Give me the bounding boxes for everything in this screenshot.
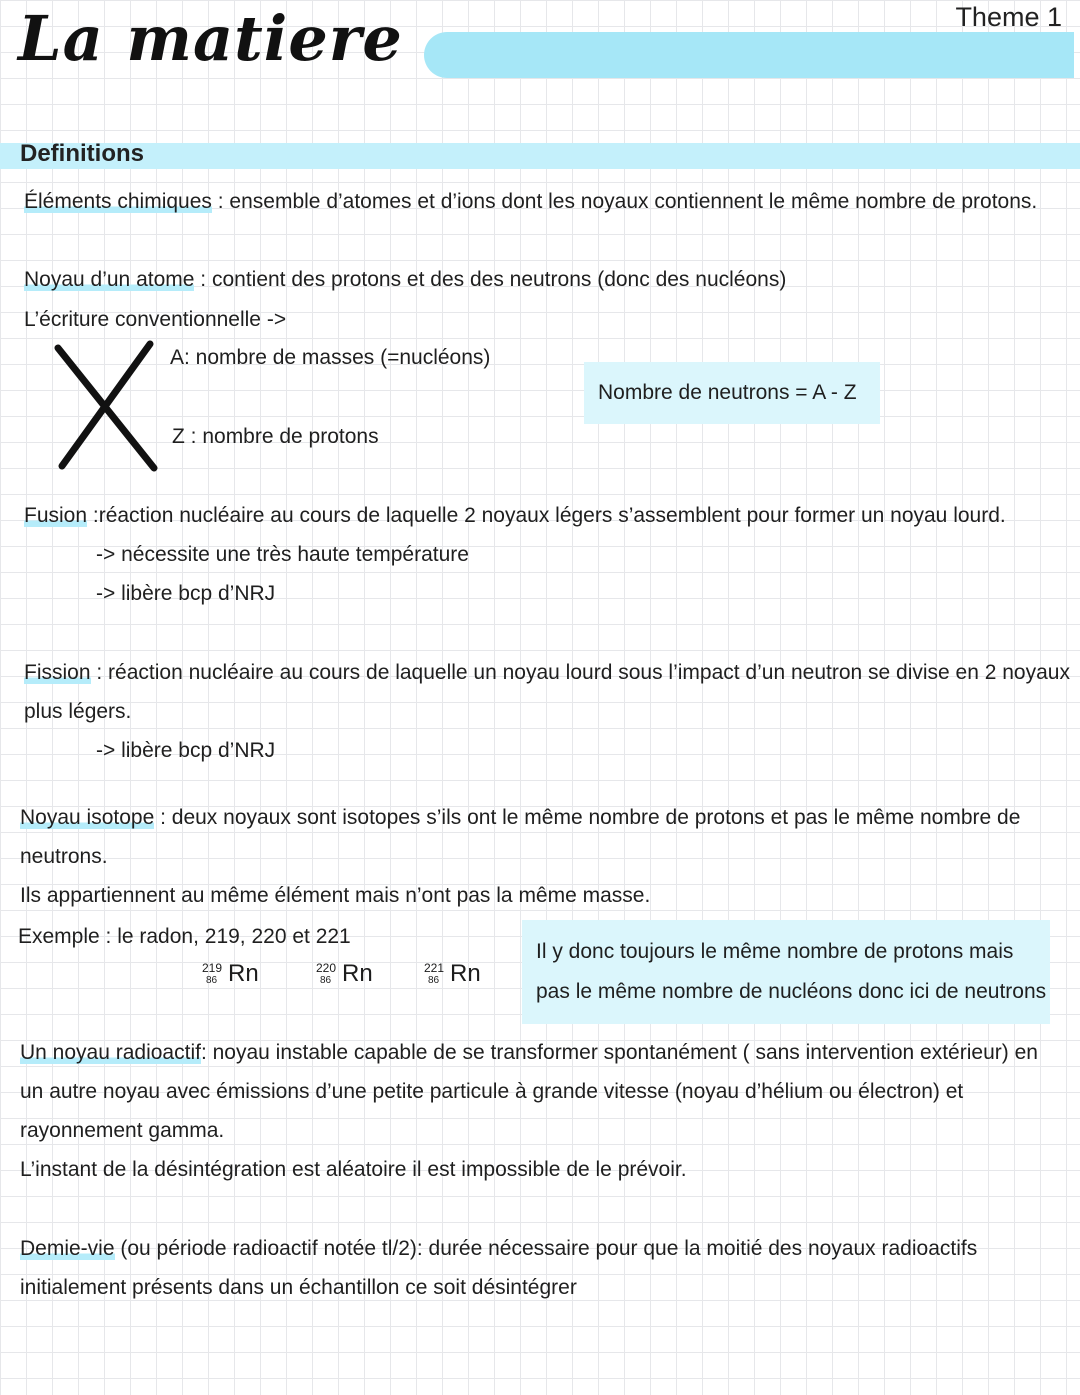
mass-number: 219 (202, 961, 223, 975)
page-title: La matiere (18, 2, 403, 75)
definition-radioactif-line-3: rayonnement gamma. (20, 1119, 225, 1142)
term-fission: Fission (24, 661, 91, 684)
definition-radioactif (20, 1039, 1038, 1067)
isotope-example: Exemple : le radon, 219, 220 et 221 (18, 925, 351, 948)
mass-number: 220 (316, 961, 337, 975)
isotope-note-line-1: Il y donc toujours le même nombre de protons mais (536, 940, 1014, 963)
definition-isotope-text: : deux noyaux sont isotopes s’ils ont le même nombre de protons et pas le même nombre de (154, 806, 1021, 829)
definition-noyau (24, 266, 786, 294)
definition-demievie-line-2: initialement présents dans un échantillon ce soit désintégrer (20, 1276, 577, 1299)
z-label: Z : nombre de protons (172, 425, 379, 448)
definition-fusion (24, 502, 1006, 530)
section-highlight-bar (0, 143, 1080, 169)
theme-label: Theme 1 (955, 2, 1062, 32)
term-elements: Éléments chimiques (24, 190, 212, 213)
element-symbol: Rn (228, 960, 259, 987)
definition-isotope-line-2: neutrons. (20, 845, 108, 868)
isotope-note-line-2: pas le même nombre de nucléons donc ici de neutrons (536, 980, 1047, 1003)
definition-radioactif-line-4: L’instant de la désintégration est aléatoire il est impossible de le prévoir. (20, 1158, 687, 1181)
definition-isotope (20, 804, 1020, 832)
definition-fission-line-2: plus légers. (24, 700, 132, 723)
definition-demievie-text: (ou période radioactif notée tl/2): durée nécessaire pour que la moitié des noyaux radioactifs (114, 1237, 978, 1260)
fission-bullet-1: -> libère bcp d’NRJ (96, 739, 276, 762)
section-heading: Definitions (20, 140, 144, 167)
term-radioactif: Un noyau radioactif (20, 1041, 201, 1064)
neutrons-formula-box: Nombre de neutrons = A - Z (584, 362, 880, 424)
term-isotope: Noyau isotope (20, 806, 155, 829)
definition-radioactif-line-2: un autre noyau avec émissions d’une petite particule à grande vitesse (noyau d’hélium ou électron) et (20, 1080, 964, 1103)
atomic-number: 86 (428, 975, 440, 986)
definition-elements (24, 188, 1037, 216)
isotope-notation-220 (316, 962, 376, 992)
definition-elements-text: : ensemble d’atomes et d’ions dont les noyaux contiennent le même nombre de protons. (211, 190, 1038, 213)
definition-radioactif-text: : noyau instable capable de se transformer spontanément ( sans intervention extérieur) en (200, 1041, 1038, 1064)
fusion-bullet-1: -> nécessite une très haute température (96, 543, 469, 566)
definition-fission-text: : réaction nucléaire au cours de laquelle un noyau lourd sous l’impact d’un neutron se divise en 2 noyaux (90, 661, 1070, 684)
definition-noyau-text: : contient des protons et des des neutrons (donc des nucléons) (194, 268, 787, 291)
term-demievie: Demie-vie (20, 1237, 115, 1260)
atomic-number: 86 (206, 975, 218, 986)
a-label: A: nombre de masses (=nucléons) (170, 346, 491, 369)
element-symbol: Rn (450, 960, 481, 987)
ecriture-line: L’écriture conventionnelle -> (24, 308, 287, 331)
term-noyau: Noyau d’un atome (24, 268, 195, 291)
definition-fusion-text: :réaction nucléaire au cours de laquelle 2 noyaux légers s’assemblent pour former un noyau lourd. (87, 504, 1006, 527)
term-fusion: Fusion (24, 504, 88, 527)
definition-demievie (20, 1235, 977, 1263)
fusion-bullet-2: -> libère bcp d’NRJ (96, 582, 276, 605)
isotope-notation-219 (202, 962, 262, 992)
definition-isotope-line-3: Ils appartiennent au même élément mais n’ont pas la même masse. (20, 884, 651, 907)
isotope-notation-221 (424, 962, 484, 992)
x-notation-symbol (50, 338, 166, 474)
element-symbol: Rn (342, 960, 373, 987)
isotope-note-box (522, 920, 1050, 1024)
mass-number: 221 (424, 961, 445, 975)
atomic-number: 86 (320, 975, 332, 986)
title-highlight-bar (424, 32, 1074, 78)
definition-fission (24, 659, 1070, 687)
